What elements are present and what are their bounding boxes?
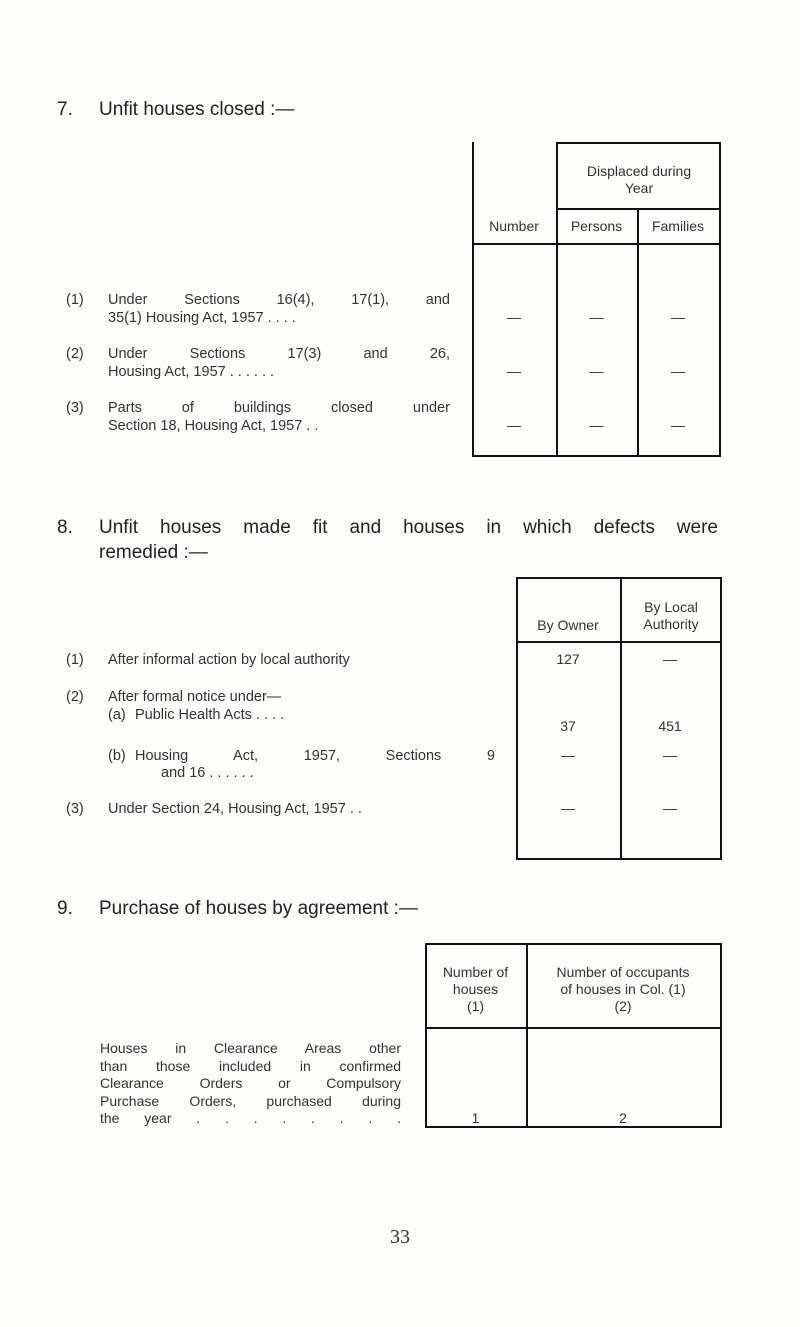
row-number: (1) (66, 652, 84, 668)
cell-by-owner: 127 (556, 651, 580, 667)
header-col2 (526, 964, 720, 1015)
page-number: 33 (390, 1226, 410, 1248)
section-title-line1: Unfit houses made fit and houses in which defects were (99, 517, 718, 538)
cell-by-owner: 37 (560, 718, 576, 734)
row-number: (2) (66, 346, 84, 362)
header-families: Families (651, 218, 705, 234)
header-by-owner: By Owner (537, 617, 599, 633)
row-label: After informal action by local authority (108, 652, 350, 668)
row-label-line2: and 16 . . . . . . (161, 765, 254, 781)
row-sub-number: (b) (108, 748, 126, 764)
header-col1-line1: Number of (442, 964, 509, 980)
row-number: (1) (66, 292, 84, 308)
section-number: 7. (57, 99, 73, 120)
cell-number: — (507, 417, 521, 433)
row-label-line3: Clearance Orders or Compulsory (100, 1075, 401, 1091)
row-number: (3) (66, 400, 84, 416)
cell-by-owner: — (561, 747, 575, 763)
cell-persons: — (589, 309, 604, 325)
section-number: 8. (57, 517, 73, 538)
cell-by-local-authority: 451 (658, 718, 682, 734)
header-persons: Persons (570, 218, 623, 234)
cell-number: — (507, 363, 521, 379)
row-label-line2: Section 18, Housing Act, 1957 . . (108, 418, 319, 434)
row-label-line1: Housing Act, 1957, Sections 9 (135, 748, 495, 764)
cell-families: — (671, 417, 685, 433)
cell-by-local-authority: — (663, 651, 677, 667)
row-number: (3) (66, 801, 84, 817)
section-number: 9. (57, 898, 73, 919)
table-row (100, 1040, 410, 1130)
header-by-local-authority: By Local Authority (643, 599, 699, 632)
row-label-line4: Purchase Orders, purchased during (100, 1092, 401, 1109)
header-col2-line1: Number of occupants (556, 964, 690, 980)
cell-persons: — (589, 363, 604, 379)
cell-families: — (671, 309, 685, 325)
row-label-line1: Parts of buildings closed under (108, 400, 450, 416)
header-number: Number (489, 218, 539, 234)
cell-number-of-houses: 1 (471, 1110, 480, 1126)
row-number: (2) (66, 689, 84, 705)
cell-number-of-occupants: 2 (619, 1110, 627, 1126)
row-label-line1: Under Sections 17(3) and 26, (108, 346, 450, 362)
row-label-line2: Housing Act, 1957 . . . . . . (108, 364, 275, 380)
header-col2-line3: (2) (614, 998, 632, 1014)
row-label-line1: Houses in Clearance Areas other (100, 1040, 401, 1056)
header-col1 (425, 964, 526, 1015)
cell-by-local-authority: — (663, 800, 677, 816)
row-label-line2: 35(1) Housing Act, 1957 . . . . (108, 310, 296, 326)
row-label: Public Health Acts . . . . (135, 707, 285, 723)
header-displaced: Displaced during Year (586, 163, 692, 196)
cell-by-local-authority: — (663, 747, 677, 763)
row-sub-number: (a) (108, 707, 126, 723)
section-title-line2: remedied :— (99, 542, 208, 563)
row-label: After formal notice under— (108, 689, 282, 705)
row-label: Under Section 24, Housing Act, 1957 . . (108, 801, 362, 817)
cell-by-owner: — (561, 800, 575, 816)
header-col1-line2: houses (452, 981, 499, 997)
section-title: Unfit houses closed :— (99, 99, 295, 120)
cell-families: — (671, 363, 685, 379)
row-label-line2: than those included in confirmed (100, 1057, 401, 1074)
header-col1-line3: (1) (466, 998, 485, 1014)
row-label-line1: Under Sections 16(4), 17(1), and (108, 292, 450, 308)
section-title: Purchase of houses by agreement :— (99, 898, 418, 919)
header-col2-line2: of houses in Col. (1) (560, 981, 686, 997)
row-label-line5: the year . . . . . . . . (100, 1110, 401, 1126)
cell-number: — (507, 309, 521, 325)
cell-persons: — (589, 417, 604, 433)
